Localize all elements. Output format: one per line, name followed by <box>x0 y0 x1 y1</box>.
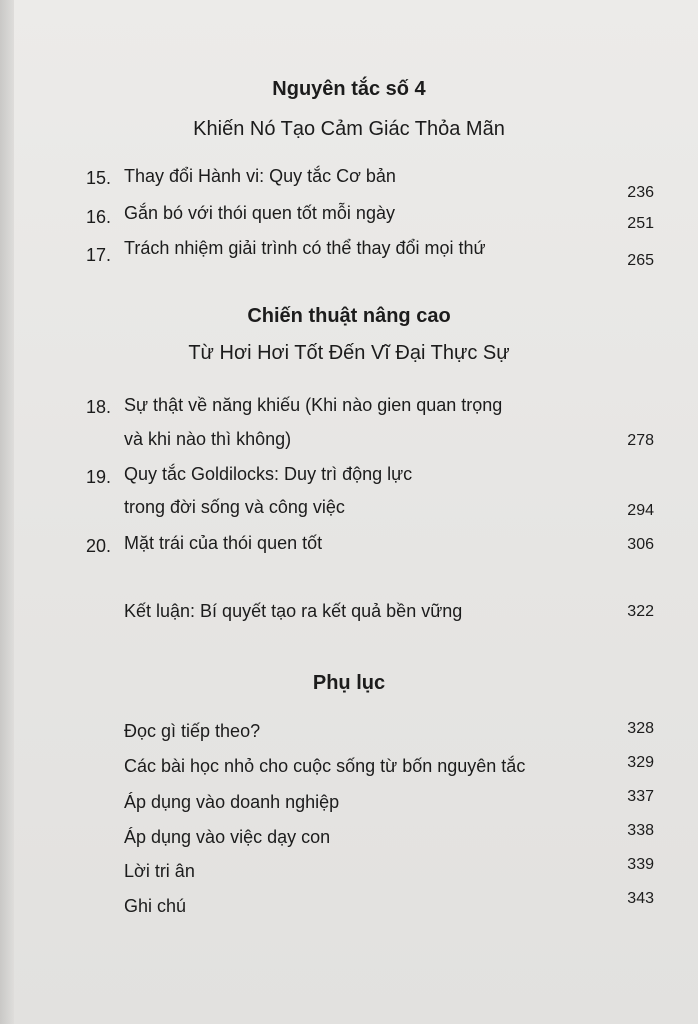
conclusion-title: Kết luận: Bí quyết tạo ra kết quả bền vững <box>124 601 463 621</box>
appendix-item-page: 338 <box>627 822 654 839</box>
chapter-title: Trách nhiệm giải trình có thể thay đổi mọi thứ <box>124 238 486 258</box>
chapter-page: 236 <box>627 184 654 201</box>
appendix-item-page: 329 <box>627 754 654 771</box>
part4-heading: Nguyên tắc số 4 <box>272 78 426 100</box>
appendix-heading: Phụ lục <box>312 672 386 694</box>
chapter-number: 18. <box>86 397 112 417</box>
chapter-number: 17. <box>86 245 112 265</box>
appendix-item-title: Áp dụng vào doanh nghiệp <box>124 792 340 812</box>
chapter-title: Gắn bó với thói quen tốt mỗi ngày <box>124 203 395 223</box>
appendix-item-page: 337 <box>627 788 654 805</box>
conclusion-page: 322 <box>627 603 654 620</box>
appendix-item-title: Ghi chú <box>124 896 187 916</box>
appendix-item-title: Đọc gì tiếp theo? <box>124 721 261 741</box>
appendix-item-page: 339 <box>627 856 654 873</box>
advanced-subheading: Từ Hơi Hơi Tốt Đến Vĩ Đại Thực Sự <box>188 342 510 364</box>
chapter-page: 306 <box>627 536 654 553</box>
chapter-number: 20. <box>86 536 112 556</box>
chapter-page: 294 <box>627 502 654 519</box>
advanced-heading: Chiến thuật nâng cao <box>247 305 451 327</box>
chapter-number: 19. <box>86 467 112 487</box>
part4-subheading: Khiến Nó Tạo Cảm Giác Thỏa Mãn <box>193 118 505 140</box>
chapter-page: 278 <box>627 432 654 449</box>
chapter-number: 15. <box>86 168 112 188</box>
appendix-item-title: Các bài học nhỏ cho cuộc sống từ bốn nguyên tắc <box>124 756 526 776</box>
appendix-item-page: 328 <box>627 720 654 737</box>
appendix-item-title: Áp dụng vào việc dạy con <box>124 827 331 847</box>
chapter-number: 16. <box>86 207 112 227</box>
chapter-title-line1: Sự thật về năng khiếu (Khi nào gien quan trọng <box>124 395 503 415</box>
chapter-page: 251 <box>627 215 654 232</box>
chapter-title: Mặt trái của thói quen tốt <box>124 533 323 553</box>
chapter-title-line2: và khi nào thì không) <box>124 429 292 449</box>
chapter-title-line1: Quy tắc Goldilocks: Duy trì động lực <box>124 464 413 484</box>
appendix-item-title: Lời tri ân <box>124 861 195 881</box>
chapter-title-line2: trong đời sống và công việc <box>124 497 345 517</box>
chapter-page: 265 <box>627 252 654 269</box>
page-edge-shadow <box>0 0 14 1024</box>
appendix-item-page: 343 <box>627 890 654 907</box>
chapter-title: Thay đổi Hành vi: Quy tắc Cơ bản <box>124 166 396 186</box>
